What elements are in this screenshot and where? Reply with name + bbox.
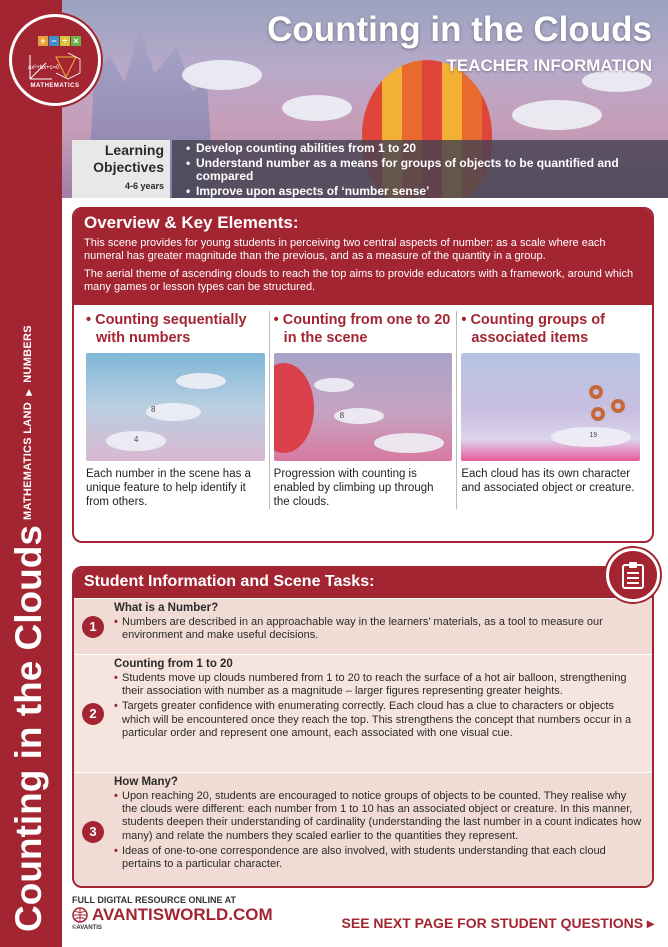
page-title: Counting in the Clouds xyxy=(267,10,652,49)
key-element-description: Each number in the scene has a unique feature to help identify it from others. xyxy=(86,468,251,508)
task-number: 2 xyxy=(82,703,104,725)
overview-paragraph: This scene provides for young students in perceiving two central aspects of number: as a scale where each numeral has greater magnitude than the previous, and as a measure of the quantity in a group. xyxy=(84,237,606,262)
task-bullets xyxy=(114,790,644,871)
left-spine xyxy=(0,0,62,947)
objective-item: • Understand number as a means for groups of objects to be quantified and compared xyxy=(186,157,658,183)
objectives-label xyxy=(72,140,170,198)
task-title: How Many? xyxy=(114,776,178,788)
number-label: 8 xyxy=(151,405,156,414)
key-element-title: • Counting sequentially with numbers xyxy=(86,312,247,346)
copyright: ©AVANTIS xyxy=(72,925,102,931)
key-element-description: Progression with counting is enabled by climbing up through the clouds. xyxy=(273,468,434,508)
mathematics-badge xyxy=(9,14,101,106)
number-label: 4 xyxy=(134,435,139,444)
task-body xyxy=(112,773,652,888)
cloud-illustration xyxy=(176,373,226,389)
task-title: What is a Number? xyxy=(114,602,219,614)
task-bullets xyxy=(114,616,644,642)
minus-icon: − xyxy=(49,36,59,46)
key-elements-columns xyxy=(74,305,652,509)
clipboard-glyph xyxy=(621,561,645,589)
task-bullet: • Upon reaching 20, students are encouraged to notice groups of objects to be counted. They realise why the clouds were different: each number from 1 to 10 has an associated object or creature. In this manner, students deepen their understanding of cardinality (understanding the last number in a count indicates how many) and relate the numbers they scaled earlier to the quantities they represent. xyxy=(114,790,644,843)
age-range: 4-6 years xyxy=(124,181,164,191)
cloud-illustration xyxy=(182,60,262,90)
student-info-heading: Student Information and Scene Tasks: xyxy=(74,568,652,598)
number-label: 8 xyxy=(339,411,345,420)
resource-note: FULL DIGITAL RESOURCE ONLINE AT xyxy=(72,895,236,905)
key-element-column xyxy=(82,311,270,509)
task-row xyxy=(74,654,652,772)
task-number-badge xyxy=(74,599,112,654)
globe-icon xyxy=(72,907,88,923)
objective-item: • Improve upon aspects of ‘number sense’ xyxy=(186,185,658,198)
balloon-illustration xyxy=(274,363,314,453)
task-number: 1 xyxy=(82,616,104,638)
objective-item: • Develop counting abilities from 1 to 20 xyxy=(186,142,658,155)
donut-illustration xyxy=(611,399,625,413)
scene-screenshot xyxy=(86,353,265,461)
plus-icon: + xyxy=(38,36,48,46)
task-bullet: • Ideas of one-to-one correspondence are also involved, with students understanding that each cloud pertains to a particular character. xyxy=(114,845,644,871)
number-label: 19 xyxy=(589,432,598,439)
page-subtitle: TEACHER INFORMATION xyxy=(446,56,652,75)
equation-text: ax²+bx+c=0 xyxy=(28,65,60,71)
key-element-column xyxy=(270,311,458,509)
spine-breadcrumb xyxy=(22,320,34,520)
key-element-title: • Counting groups of associated items xyxy=(461,312,605,346)
spine-subject: MATHEMATICS LAND xyxy=(22,401,34,520)
objectives-label-line2: Objectives xyxy=(93,159,164,175)
scene-screenshot xyxy=(461,353,640,461)
objectives-list xyxy=(172,140,668,198)
key-element-title: • Counting from one to 20 in the scene xyxy=(273,312,451,346)
key-element-column xyxy=(457,311,644,509)
donut-illustration xyxy=(591,407,605,421)
task-title: Counting from 1 to 20 xyxy=(114,658,233,670)
operator-icons xyxy=(38,36,81,46)
spine-title: Counting in the Clouds xyxy=(8,525,49,932)
cloud-illustration xyxy=(314,378,354,392)
task-body xyxy=(112,599,652,654)
task-number-badge xyxy=(74,655,112,772)
objectives-label-line1: Learning xyxy=(104,142,164,158)
task-number-badge xyxy=(74,773,112,888)
brand-text[interactable]: AVANTISWORLD.COM xyxy=(92,905,273,924)
cloud-illustration xyxy=(282,95,352,121)
brand-link[interactable] xyxy=(72,905,273,925)
badge-label: MATHEMATICS xyxy=(30,83,80,89)
scene-screenshot xyxy=(274,353,453,461)
overview-heading: Overview & Key Elements: xyxy=(84,213,299,232)
clipboard-icon xyxy=(606,548,660,602)
overview-header xyxy=(74,209,652,305)
student-info-panel xyxy=(72,566,654,888)
multiply-icon: × xyxy=(71,36,81,46)
chevron-right-icon: ▶ xyxy=(24,389,33,396)
divide-icon: ÷ xyxy=(60,36,70,46)
spine-topic: NUMBERS xyxy=(22,325,34,383)
task-list xyxy=(74,598,652,888)
cloud-illustration xyxy=(512,100,602,130)
next-page-link[interactable]: SEE NEXT PAGE FOR STUDENT QUESTIONS ▸ xyxy=(341,915,654,931)
task-bullets xyxy=(114,672,644,740)
task-number: 3 xyxy=(82,821,104,843)
task-bullet: • Numbers are described in an approachable way in the learners’ materials, as a tool to measure our environment and make useful decisions. xyxy=(114,616,644,642)
overview-panel xyxy=(72,207,654,543)
task-bullet: • Students move up clouds numbered from 1 to 20 to reach the surface of a hot air balloon, strengthening their association with number as a magnitude – larger figures representing greater heights. xyxy=(114,672,644,698)
task-row xyxy=(74,598,652,654)
cloud-illustration xyxy=(374,433,444,453)
task-bullet: • Targets greater confidence with enumerating correctly. Each cloud has a clue to characters or objects which will be encountered once they reach the top. This strengthens the concept that numbers occur in a particular order and represent one amount, each associated with one visual cue. xyxy=(114,700,644,740)
key-element-description: Each cloud has its own character and associated object or creature. xyxy=(461,468,635,494)
donut-illustration xyxy=(589,385,603,399)
overview-paragraph: The aerial theme of ascending clouds to reach the top aims to provide educators with a framework, around which many games or lesson types can be structured. xyxy=(84,268,634,293)
task-body xyxy=(112,655,652,772)
task-row xyxy=(74,772,652,888)
